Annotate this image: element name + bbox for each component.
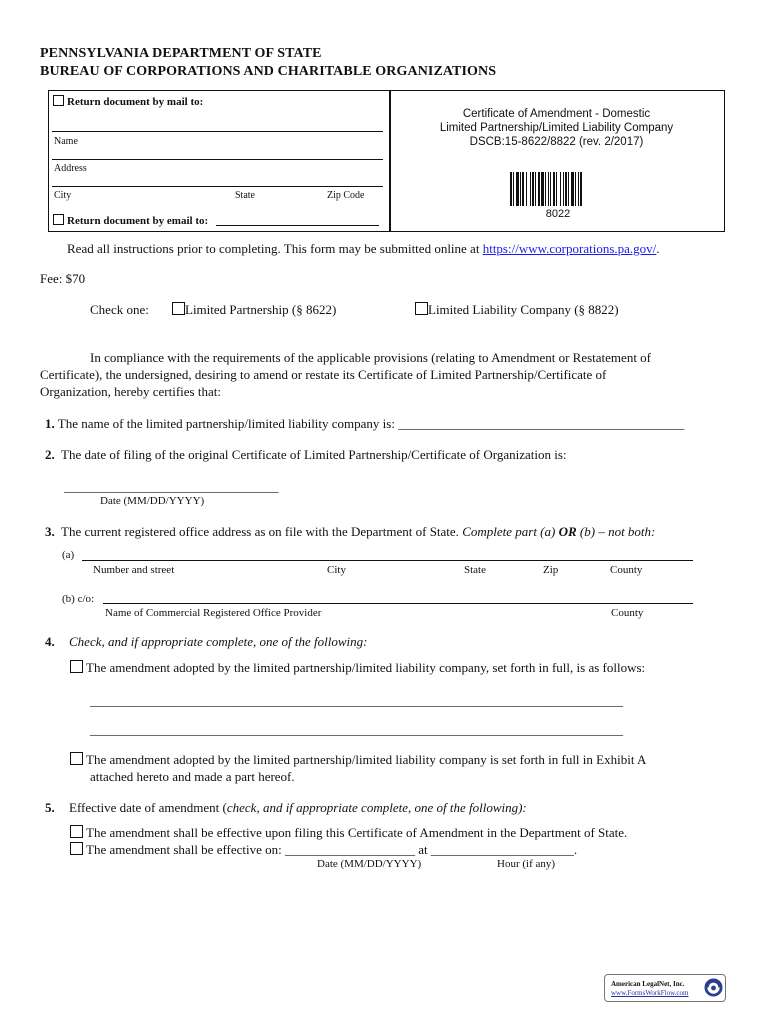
item-5-heading: Effective date of amendment (check, and if appropriate complete, one of the following): [69, 800, 527, 815]
formsworkflow-link[interactable]: www.FormsWorkFlow.com [611, 989, 689, 997]
legalnet-logo-icon [703, 977, 724, 998]
item-1-company-name[interactable]: 1. The name of the limited partnership/limited liability company is: ____________________________________________ [45, 416, 685, 431]
state-label: State [235, 190, 255, 201]
certificate-subtitle: Limited Partnership/Limited Liability Company [439, 122, 674, 134]
city-label-a: City [327, 564, 346, 576]
return-by-email-label: Return document by email to: [67, 215, 209, 227]
name-line[interactable] [52, 131, 383, 132]
original-filing-date-label: Date (MM/DD/YYYY) [100, 495, 205, 507]
amendment-exhibit-checkbox[interactable] [70, 752, 83, 765]
barcode-graphic [508, 172, 608, 208]
llc-checkbox[interactable] [415, 302, 428, 315]
return-by-email-row [53, 214, 208, 227]
legalnet-company: American LegalNet, Inc. [611, 980, 685, 988]
effective-upon-filing-option[interactable]: The amendment shall be effective upon filing this Certificate of Amendment in the Department of State. [70, 825, 627, 841]
amendment-text-line-2[interactable]: __________________________________________________________________________________ [90, 722, 623, 737]
check-one-label: Check one: [90, 302, 149, 317]
effective-on-date-option[interactable]: The amendment shall be effective on: ____________________ at ______________________. [70, 842, 577, 858]
number-street-label: Number and street [93, 564, 175, 576]
effective-on-date-checkbox[interactable] [70, 842, 83, 855]
amendment-full-text-option[interactable]: The amendment adopted by the limited partnership/limited liability company, set forth in full, is as follows: [70, 660, 645, 676]
item-4-heading: Check, and if appropriate complete, one of the following: [69, 634, 368, 649]
limited-partnership-checkbox[interactable] [172, 302, 185, 315]
amendment-text-line-1[interactable]: __________________________________________________________________________________ [90, 693, 623, 708]
zip-label-a: Zip [543, 564, 559, 576]
amendment-exhibit-line-2: attached hereto and made a part hereof. [90, 769, 295, 784]
address-line[interactable] [52, 159, 383, 160]
item-5-number: 5. [45, 800, 55, 815]
certificate-form-number: DSCB:15-8622/8822 (rev. 2/2017) [469, 136, 644, 148]
part-b-label: (b) c/o: [62, 593, 95, 605]
return-by-mail-row [53, 95, 203, 108]
llc-option[interactable]: Limited Liability Company (§ 8822) [415, 302, 619, 318]
city-label: City [54, 190, 72, 201]
return-by-mail-label: Return document by mail to: [67, 96, 204, 108]
return-by-email-checkbox[interactable] [53, 214, 64, 225]
barcode-number: 8022 [545, 208, 571, 220]
item-4-number: 4. [45, 634, 55, 649]
original-filing-date-field[interactable]: _________________________________ [64, 479, 279, 494]
compliance-line-3: Organization, hereby certifies that: [40, 384, 221, 399]
limited-partnership-option[interactable]: Limited Partnership (§ 8622) [172, 302, 336, 318]
certificate-title: Certificate of Amendment - Domestic [462, 108, 651, 120]
return-document-box [48, 90, 390, 232]
effective-hour-label: Hour (if any) [497, 858, 556, 870]
certificate-titles [390, 107, 723, 149]
address-label: Address [54, 163, 87, 174]
amendment-exhibit-option[interactable]: The amendment adopted by the limited partnership/limited liability company is set forth in full in Exhibit A [70, 752, 646, 768]
effective-date-label: Date (MM/DD/YYYY) [317, 858, 422, 870]
agency-title: PENNSYLVANIA DEPARTMENT OF STATE [40, 46, 322, 61]
effective-upon-filing-checkbox[interactable] [70, 825, 83, 838]
county-label-b: County [611, 607, 644, 619]
compliance-line-2: Certificate), the undersigned, desiring to amend or restate its Certificate of Limited Partnership/Certificate of [40, 367, 607, 382]
provider-label: Name of Commercial Registered Office Provider [105, 607, 322, 619]
amendment-full-text-checkbox[interactable] [70, 660, 83, 673]
fee-amount: Fee: $70 [40, 271, 86, 286]
name-label: Name [54, 136, 78, 147]
state-label-a: State [464, 564, 486, 576]
corporations-website-link[interactable]: https://www.corporations.pa.gov/ [482, 241, 657, 256]
zip-code-label: Zip Code [327, 190, 365, 201]
return-by-mail-checkbox[interactable] [53, 95, 64, 106]
part-b-provider-line[interactable] [103, 603, 693, 604]
county-label-a: County [610, 564, 643, 576]
item-3-registered-office: 3. The current registered office address as on file with the Department of State. Complete part (a) OR (b) – not both: [45, 524, 656, 539]
legalnet-badge [604, 974, 726, 1002]
city-state-zip-line[interactable] [52, 186, 383, 187]
instructions-text: Read all instructions prior to completing. This form may be submitted online at [67, 241, 483, 256]
part-a-label: (a) [62, 549, 75, 561]
item-2-original-filing-date: 2. The date of filing of the original Certificate of Limited Partnership/Certificate of Organization is: [45, 447, 567, 462]
compliance-line-1: In compliance with the requirements of the applicable provisions (relating to Amendment or Restatement of [90, 350, 652, 365]
instructions-notice: Read all instructions prior to completing. This form may be submitted online at https://www.corporations.pa.gov/. [67, 241, 660, 256]
part-a-address-line[interactable] [82, 560, 693, 561]
email-line[interactable] [216, 225, 379, 226]
bureau-title: BUREAU OF CORPORATIONS AND CHARITABLE ORGANIZATIONS [40, 64, 497, 79]
